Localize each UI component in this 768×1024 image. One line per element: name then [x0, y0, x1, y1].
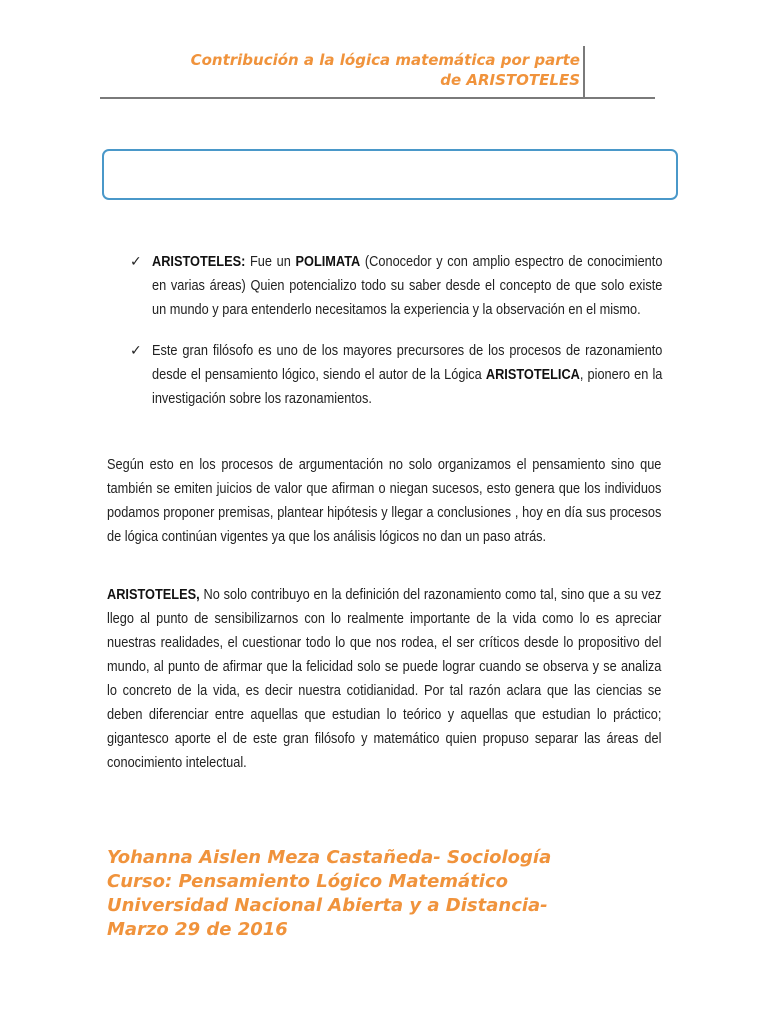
title-line-1: Contribución a la lógica matemática por parte	[190, 51, 580, 69]
course-line: Curso: Pensamiento Lógico Matemático	[107, 871, 509, 892]
check-mark-icon: ✓	[130, 343, 142, 359]
author-line: Yohanna Aislen Meza Castañeda- Sociología	[107, 847, 552, 868]
paragraph-contribution	[107, 583, 661, 775]
header-horizontal-rule	[100, 97, 655, 99]
bullet-lead: ARISTOTELES:	[152, 254, 246, 270]
bullet-text-part: , pionero en la investigación sobre los razonamientos.	[152, 367, 663, 407]
bullet-bold-term: POLIMATA	[295, 254, 361, 270]
paragraph-body: No solo contribuyo en la definición del razonamiento como tal, sino que a su vez llego al punto de sensibilizarnos con lo realmente importante de la vida como lo es apreciar nuestras realidades, el cuestionar todo lo que nos rodea, el ser críticos desde lo propositivo del mundo, al punto de afirmar que la felicidad solo se puede lograr cuando se observa y se analiza lo concreto de la vida, es decir nuestra cotidianidad. Por tal razón aclara que las ciencias se deben diferenciar entre aquellas que estudian lo teórico y aquellas que estudian lo práctico; gigantesco aporte el de este gran filósofo y matemático quien propuso separar las áreas del conocimiento intelectual.	[107, 587, 662, 771]
bullet-text	[152, 339, 662, 411]
bullet-item	[130, 250, 662, 322]
bullet-list	[130, 250, 662, 428]
bullet-item	[130, 339, 662, 411]
paragraph-text: Según esto en los procesos de argumentación no solo organizamos el pensamiento sino que también se emiten juicios de valor que afirman o niegan sucesos, esto genera que los individuos podamos proponer premisas, plantear hipótesis y llegar a conclusiones , hoy en día sus procesos de lógica continúan vigentes ya que los análisis lógicos no dan un paso atrás.	[107, 457, 662, 545]
university-line: Universidad Nacional Abierta y a Distancia-	[107, 895, 548, 916]
paragraph-argumentation	[107, 453, 661, 549]
document-title	[100, 50, 580, 90]
bullet-text-part: Este gran filósofo es uno de los mayores precursores de los procesos de razonamiento desde el pensamiento lógico, siendo el autor de la Lógica	[152, 343, 663, 383]
bullet-text-part: Fue un	[245, 254, 296, 270]
paragraph-text	[107, 583, 661, 775]
bullet-bold-term: ARISTOTELICA	[485, 367, 580, 383]
empty-text-box	[102, 149, 678, 200]
author-footer	[107, 846, 707, 942]
check-mark-icon: ✓	[130, 254, 142, 270]
bullet-text	[152, 250, 662, 322]
title-line-2: de ARISTOTELES	[440, 71, 580, 89]
bullet-text-part: (Conocedor y con amplio espectro de conocimiento en varias áreas) Quien potencializo todo su saber desde el concepto de que solo existe un mundo y para entenderlo necesitamos la experiencia y la observación en el mismo.	[152, 254, 663, 318]
paragraph-lead: ARISTOTELES,	[107, 587, 200, 603]
date-line: Marzo 29 de 2016	[107, 919, 288, 940]
header-vertical-rule	[583, 46, 585, 98]
